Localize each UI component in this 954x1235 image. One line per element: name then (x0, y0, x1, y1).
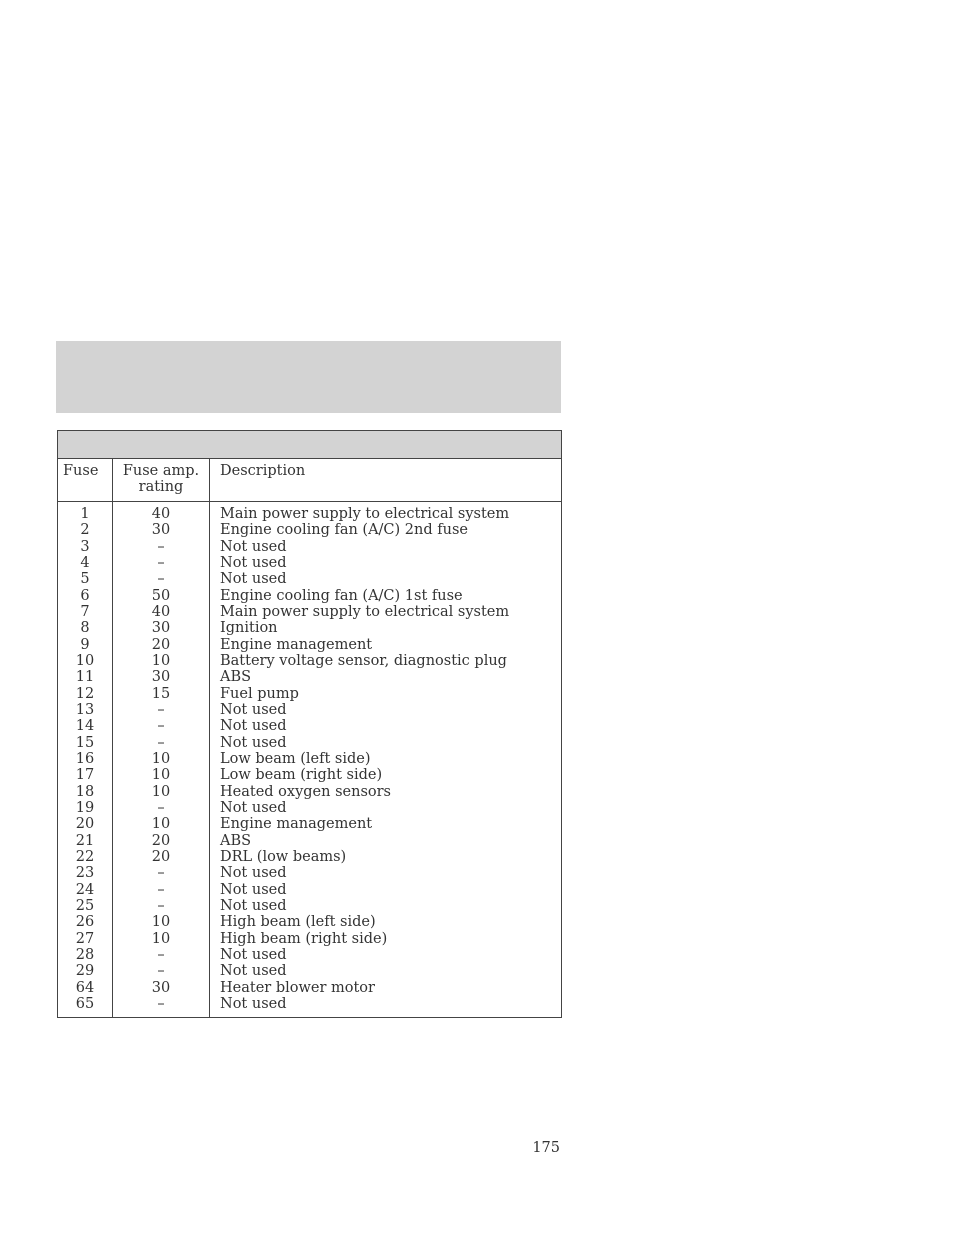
amp-rating: – (157, 865, 165, 882)
amp-rating: 10 (151, 930, 171, 947)
fuse-number: 64 (75, 979, 95, 996)
column-header-description: Description (220, 463, 306, 479)
fuse-description: Heated oxygen sensors (220, 783, 391, 800)
fuse-description: Engine cooling fan (A/C) 1st fuse (220, 587, 463, 604)
fuse-table (57, 430, 562, 1018)
fuse-description: Battery voltage sensor, diagnostic plug (220, 652, 507, 669)
amp-rating: 10 (151, 816, 171, 833)
fuse-description: Not used (220, 946, 287, 963)
table-row (58, 588, 561, 604)
table-row (58, 735, 561, 751)
fuse-number: 7 (80, 603, 90, 620)
column-header-amp-line2: rating (138, 479, 184, 495)
fuse-description: Not used (220, 897, 287, 914)
table-row (58, 865, 561, 881)
amp-rating: – (157, 538, 165, 555)
table-row (58, 914, 561, 930)
fuse-number: 19 (75, 799, 95, 816)
table-row (58, 653, 561, 669)
amp-rating: – (157, 718, 165, 735)
fuse-number: 10 (75, 652, 95, 669)
table-row (58, 751, 561, 767)
amp-rating: 10 (151, 783, 171, 800)
amp-rating: 30 (151, 620, 171, 637)
fuse-description: ABS (220, 669, 252, 686)
table-row (58, 506, 561, 522)
table-row (58, 882, 561, 898)
fuse-description: Not used (220, 718, 287, 735)
table-row (58, 800, 561, 816)
amp-rating: 20 (151, 636, 171, 653)
fuse-description: DRL (low beams) (220, 848, 347, 865)
amp-rating: 30 (151, 522, 171, 539)
amp-rating: 10 (151, 652, 171, 669)
header-divider (58, 501, 561, 502)
fuse-number: 18 (75, 783, 95, 800)
table-row (58, 571, 561, 587)
section-header-band (56, 341, 561, 413)
amp-rating: – (157, 734, 165, 751)
fuse-number: 6 (80, 587, 90, 604)
table-row (58, 620, 561, 636)
fuse-description: Not used (220, 881, 287, 898)
table-row (58, 931, 561, 947)
amp-rating: 15 (151, 685, 171, 702)
amp-rating: 20 (151, 832, 171, 849)
fuse-description: Ignition (220, 620, 278, 637)
fuse-number: 15 (75, 734, 95, 751)
table-title-bar (58, 431, 561, 459)
fuse-description: Engine management (220, 816, 373, 833)
amp-rating: 10 (151, 914, 171, 931)
amp-rating: – (157, 963, 165, 980)
table-row (58, 980, 561, 996)
table-body (58, 506, 561, 1012)
fuse-description: High beam (right side) (220, 930, 388, 947)
column-header-amp-line1: Fuse amp. (122, 463, 200, 479)
fuse-number: 16 (75, 750, 95, 767)
amp-rating: – (157, 571, 165, 588)
fuse-number: 1 (80, 506, 90, 522)
fuse-description: Engine cooling fan (A/C) 2nd fuse (220, 522, 468, 539)
table-row (58, 539, 561, 555)
fuse-number: 25 (75, 897, 95, 914)
fuse-number: 20 (75, 816, 95, 833)
fuse-description: Low beam (right side) (220, 767, 383, 784)
table-row (58, 718, 561, 734)
fuse-description: Engine management (220, 636, 373, 653)
amp-rating: 10 (151, 750, 171, 767)
amp-rating: – (157, 897, 165, 914)
fuse-description: Not used (220, 995, 287, 1012)
table-row (58, 767, 561, 783)
table-row (58, 637, 561, 653)
table-row (58, 816, 561, 832)
table-row (58, 849, 561, 865)
amp-rating: – (157, 881, 165, 898)
fuse-description: Low beam (left side) (220, 750, 371, 767)
fuse-number: 13 (75, 701, 95, 718)
table-row (58, 898, 561, 914)
table-row (58, 555, 561, 571)
fuse-description: Not used (220, 799, 287, 816)
fuse-number: 21 (75, 832, 95, 849)
fuse-number: 24 (75, 881, 95, 898)
fuse-description: Not used (220, 538, 287, 555)
amp-rating: 20 (151, 848, 171, 865)
fuse-number: 11 (75, 669, 95, 686)
table-row (58, 947, 561, 963)
table-row (58, 669, 561, 685)
fuse-number: 4 (80, 554, 90, 571)
fuse-description: Not used (220, 571, 287, 588)
column-header-amp-rating (113, 463, 209, 495)
table-row (58, 702, 561, 718)
fuse-description: Main power supply to electrical system (220, 506, 510, 522)
fuse-number: 5 (80, 571, 90, 588)
fuse-description: Not used (220, 701, 287, 718)
table-row (58, 686, 561, 702)
amp-rating: – (157, 995, 165, 1012)
fuse-description: Not used (220, 554, 287, 571)
amp-rating: 30 (151, 979, 171, 996)
amp-rating: – (157, 799, 165, 816)
fuse-number: 23 (75, 865, 95, 882)
fuse-description: High beam (left side) (220, 914, 376, 931)
fuse-number: 17 (75, 767, 95, 784)
fuse-number: 22 (75, 848, 95, 865)
fuse-number: 28 (75, 946, 95, 963)
table-row (58, 604, 561, 620)
amp-rating: 30 (151, 669, 171, 686)
fuse-number: 26 (75, 914, 95, 931)
amp-rating: – (157, 554, 165, 571)
fuse-number: 65 (75, 995, 95, 1012)
fuse-number: 12 (75, 685, 95, 702)
table-row (58, 784, 561, 800)
fuse-number: 29 (75, 963, 95, 980)
fuse-description: Not used (220, 963, 287, 980)
fuse-description: Main power supply to electrical system (220, 603, 510, 620)
amp-rating: 40 (151, 603, 171, 620)
fuse-number: 27 (75, 930, 95, 947)
fuse-number: 9 (80, 636, 90, 653)
column-header-fuse: Fuse (63, 463, 99, 479)
fuse-number: 2 (80, 522, 90, 539)
fuse-description: Fuel pump (220, 685, 299, 702)
amp-rating: 50 (151, 587, 171, 604)
amp-rating: – (157, 946, 165, 963)
amp-rating: 10 (151, 767, 171, 784)
fuse-description: Not used (220, 734, 287, 751)
fuse-number: 14 (75, 718, 95, 735)
fuse-number: 3 (80, 538, 90, 555)
table-row (58, 963, 561, 979)
fuse-description: Heater blower motor (220, 979, 375, 996)
amp-rating: 40 (151, 506, 171, 522)
table-row (58, 522, 561, 538)
fuse-description: Not used (220, 865, 287, 882)
page-number: 175 (532, 1140, 560, 1156)
amp-rating: – (157, 701, 165, 718)
fuse-number: 8 (80, 620, 90, 637)
table-row (58, 833, 561, 849)
table-row (58, 996, 561, 1012)
fuse-description: ABS (220, 832, 252, 849)
